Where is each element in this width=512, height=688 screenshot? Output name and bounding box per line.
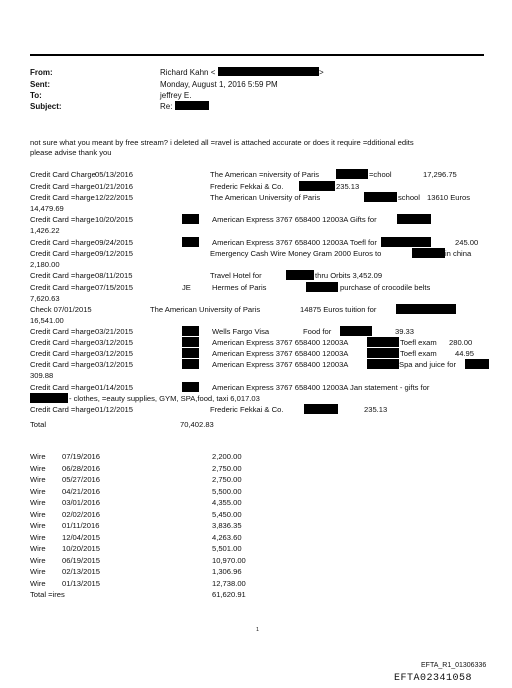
charge-date: 10/20/2015 [95,215,134,224]
redaction-box [336,169,368,179]
charge-description-extra: Spa and juice for [399,360,456,369]
charge-date: 01/12/2015 [95,405,134,414]
charge-date: 08/11/2015 [95,271,133,280]
footer-id: EFTA_R1_01306336 [421,662,487,669]
redaction-box [367,359,399,369]
charge-amount: 235.13 [336,182,360,191]
charge-description-extra: school [398,193,420,202]
redaction-box [182,214,199,224]
charge-date: 03/21/2015 [95,327,134,336]
charge-wrap-text: 16,541.00 [30,316,64,325]
wire-label: Wire [30,509,46,519]
footer-id: EFTA02341058 [394,673,473,684]
charge-date: 05/13/2016 [95,170,134,179]
wire-amount: 5,450.00 [212,509,242,519]
total-value: 70,402.83 [180,420,214,429]
charge-type: Credit Card =harge [30,193,95,202]
charge-wrap-text: 7,620.63 [30,294,60,303]
charge-date: 03/12/2015 [95,349,134,358]
redaction-box [299,181,335,191]
charge-description: The American University of Paris [150,305,261,314]
to-label: To: [30,91,42,100]
charge-type: Credit Card =harge [30,360,95,369]
total-label: Total [30,420,47,429]
charge-description-extra: Food for [303,327,332,336]
wire-label: Wire [30,463,46,473]
wires-total-label: Total =ires [30,590,65,599]
charge-wrap-text: 309.88 [30,371,54,380]
redaction-box [30,393,68,403]
charge-type: Credit Card =harge [30,283,95,292]
wire-date: 01/13/2015 [62,578,101,588]
charge-description-extra: in china [445,249,472,258]
charge-type: Credit Card =harge [30,238,95,247]
wire-label: Wire [30,578,46,588]
from-suffix: > [319,68,324,77]
charge-description-extra: =chool [369,170,392,179]
charge-description: American Express 3767 658400 12003A [212,360,349,369]
charge-type: Credit Card =harge [30,327,95,336]
charge-description: American Express 3767 658400 12003A [212,338,349,347]
charge-type: Credit Card =harge [30,383,95,392]
charge-type: Check 07/01/2015 [30,305,92,314]
charge-wrap-text: 2,180.00 [30,260,60,269]
sent-value: Monday, August 1, 2016 5:59 PM [160,80,278,89]
charge-description: Emergency Cash Wire Money Gram 2000 Euros to [210,249,382,258]
redaction-box [465,359,489,369]
wire-label: Wire [30,544,46,553]
charge-date: 01/21/2016 [95,182,134,191]
charge-wrap-text: 14,479.69 [30,204,64,213]
from-label: From: [30,68,53,77]
charge-wrap-text: - clothes, =eauty supplies, GYM, SPA,food, taxi 6,017.03 [69,394,260,403]
redaction-box [286,270,314,280]
charge-description-extra: Toefl exam [400,338,437,347]
wire-date: 07/19/2016 [62,452,101,461]
charge-date: 03/12/2015 [95,360,134,369]
redaction-box [412,248,445,258]
charge-description: American Express 3767 658400 12003A Gifts for [212,215,377,224]
redaction-box [182,348,199,358]
charge-initials: JE [182,283,191,292]
wire-date: 05/27/2016 [62,475,101,484]
subject-value: Re: [160,102,173,111]
redaction-box [182,326,199,336]
wire-amount: 1,306.96 [212,567,242,576]
charge-type: Credit Card =harge [30,182,95,191]
charge-date: 07/15/2015 [95,283,134,292]
wire-amount: 5,500.00 [212,486,242,496]
wire-label: Wire [30,475,46,484]
redaction-box [397,214,431,224]
charge-description: Frederic Fekkai & Co. [210,405,284,414]
wire-date: 01/11/2016 [62,521,100,530]
charge-description-extra: 14875 Euros tuition for [300,305,377,314]
charge-description: American Express 3767 658400 12003A Jan statement - gifts for [212,383,430,392]
charge-type: Credit Card =harge [30,349,95,358]
wire-amount: 2,750.00 [212,463,242,473]
charge-amount: 17,296.75 [423,170,457,179]
wire-amount: 12,738.00 [212,578,246,588]
charge-date: 09/24/2015 [95,238,134,247]
charge-type: Credit Card =harge [30,338,95,347]
redaction-box [340,326,372,336]
charge-description-extra: thru Orbits 3,452.09 [315,271,383,280]
redaction-box [175,101,209,110]
header-rule [30,54,484,56]
charge-amount: 280.00 [449,338,473,347]
charge-description: Wells Fargo Visa [212,327,270,336]
redaction-box [182,237,199,247]
charge-description-extra: Toefl exam [400,349,437,358]
subject-label: Subject: [30,102,62,111]
redaction-box [381,237,431,247]
wire-amount: 4,355.00 [212,498,242,507]
charge-date: 09/12/2015 [95,249,134,258]
charge-date: 03/12/2015 [95,338,134,347]
wire-amount: 3,836.35 [212,521,242,530]
redaction-box [182,337,199,347]
charge-type: Credit Card Charge [30,170,96,179]
wire-label: Wire [30,555,46,565]
charge-description: Travel Hotel for [210,271,262,280]
charge-description: Hermes of Paris [212,283,267,292]
body-line: please advise thank you [30,148,112,157]
wire-date: 03/01/2016 [62,498,101,507]
wire-date: 10/20/2015 [62,544,101,553]
charge-type: Credit Card =harge [30,405,95,414]
wires-total-value: 61,620.91 [212,590,246,599]
charge-type: Credit Card =harge [30,215,95,224]
charge-date: 01/14/2015 [95,383,134,392]
redaction-box [182,382,199,392]
redaction-box [396,304,456,314]
wire-label: Wire [30,486,46,496]
wire-date: 06/28/2016 [62,463,101,473]
charge-amount: 13610 Euros [427,193,471,202]
wire-label: Wire [30,521,46,530]
sent-label: Sent: [30,80,50,89]
wire-date: 04/21/2016 [62,486,101,496]
charge-type: Credit Card =harge [30,249,95,258]
charge-amount: 39.33 [395,327,415,336]
charge-type: Credit Card =harge [30,271,95,280]
redaction-box [367,337,399,347]
page-number: 1 [256,627,260,633]
wire-amount: 4,263.60 [212,532,242,542]
charge-wrap-text: 1,426.22 [30,226,60,235]
charge-amount: 44.95 [455,349,475,358]
wire-date: 06/19/2015 [62,555,101,565]
wire-label: Wire [30,532,46,542]
redaction-box [304,404,338,414]
charge-description: American Express 3767 658400 12003A [212,349,349,358]
wire-amount: 10,970.00 [212,555,246,565]
wire-label: Wire [30,567,46,576]
wire-amount: 2,200.00 [212,452,242,461]
wire-date: 02/13/2015 [62,567,101,576]
from-value: Richard Kahn < [160,68,216,77]
redaction-box [367,348,399,358]
charge-date: 12/22/2015 [95,193,134,202]
charge-description: American Express 3767 658400 12003A Toefl for [212,238,377,247]
charge-amount: 245.00 [455,238,479,247]
wire-amount: 5,501.00 [212,544,242,553]
charge-amount: 235.13 [364,405,388,414]
charge-description: The American =niversity of Paris [210,170,320,179]
wire-date: 12/04/2015 [62,532,101,542]
charge-description: The American University of Paris [210,193,321,202]
charge-description-extra: purchase of crocodile belts [340,283,431,292]
wire-date: 02/02/2016 [62,509,101,519]
charge-description: Frederic Fekkai & Co. [210,182,284,191]
redaction-box [306,282,338,292]
redaction-box [364,192,397,202]
redaction-box [182,359,199,369]
wire-label: Wire [30,452,46,461]
body-line: not sure what you meant by free stream? i deleted all =ravel is attached accurate or does it require =dditional edits [30,138,414,147]
to-value: jeffrey E. [160,91,192,100]
redaction-box [218,67,319,76]
wire-label: Wire [30,498,46,507]
wire-amount: 2,750.00 [212,475,242,484]
